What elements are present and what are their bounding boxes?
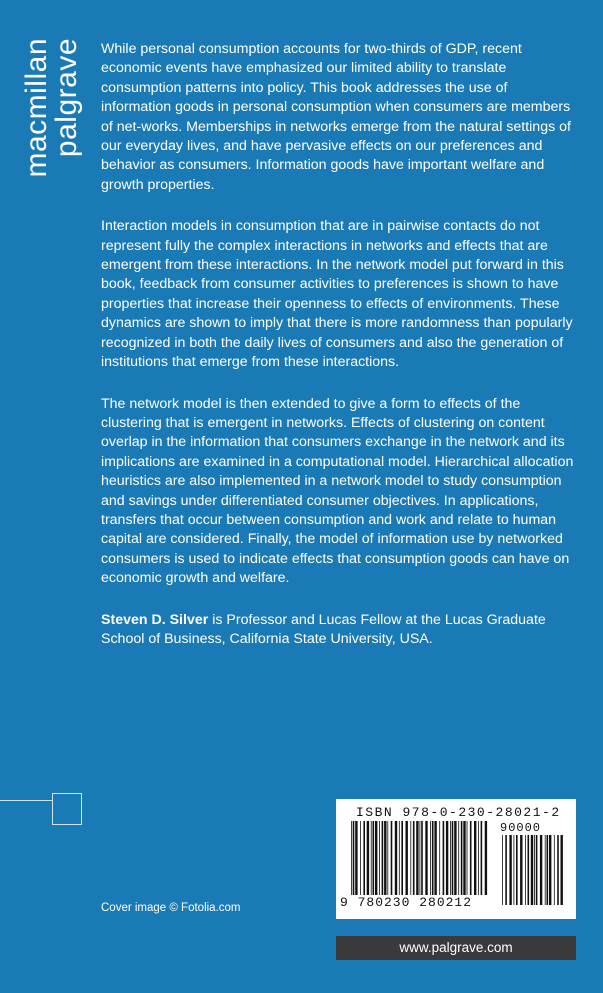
barcode-bar xyxy=(452,821,454,895)
barcode-bar xyxy=(434,821,436,895)
barcode-bar xyxy=(502,835,503,905)
blurb-paragraph-2: Interaction models in consumption that are in pairwise contacts do not represent fully the complex interactions in networks and effects that are emergent from these interactions. In the network model put forward in this book, feedback from consumer activities to preferences is shown to have properties that increase their openness to effects of environments. These dynamics are shown to imply that there is more randomness than popularly recognized in both the daily lives of consumers and also the generation of institutions that emerge from these interactions. xyxy=(101,218,573,371)
barcode-bar xyxy=(525,835,526,905)
barcode-bar xyxy=(443,821,445,895)
barcode-bar xyxy=(382,821,384,895)
barcode-bar xyxy=(384,821,386,895)
barcode-bar xyxy=(531,835,533,905)
price-addon-label: 90000 xyxy=(500,821,542,835)
barcode-bar xyxy=(549,835,551,905)
barcode-bar xyxy=(416,821,418,895)
barcode-bar xyxy=(514,835,515,905)
barcode-bar xyxy=(557,835,559,905)
barcode-bar xyxy=(461,821,463,895)
barcode-bar xyxy=(478,821,479,895)
barcode-bar xyxy=(391,821,393,895)
barcode-bar xyxy=(463,821,465,895)
decorative-rule xyxy=(0,800,52,801)
barcode-bar xyxy=(545,835,546,905)
addon-barcode-bars xyxy=(501,835,563,905)
barcode-bar xyxy=(371,821,372,895)
barcode-bar xyxy=(430,821,431,895)
barcode-bar xyxy=(446,821,448,895)
isbn-label: ISBN 978-0-230-28021-2 xyxy=(356,805,561,820)
barcode-bar xyxy=(395,821,397,895)
isbn-barcode xyxy=(336,799,576,919)
barcode-bar xyxy=(509,835,511,905)
ean-digits: 9 780230 280212 xyxy=(340,895,473,910)
barcode-bar xyxy=(554,835,555,905)
barcode-bar xyxy=(481,821,483,895)
barcode-bar xyxy=(401,821,403,895)
barcode-bar xyxy=(450,821,451,895)
barcode-bar xyxy=(536,835,538,905)
barcode-bar xyxy=(379,821,380,895)
barcode-bar xyxy=(485,821,487,895)
ean-barcode-bars xyxy=(350,821,490,905)
barcode-bar xyxy=(420,821,421,895)
publisher-name-line1: palgrave xyxy=(50,38,83,158)
barcode-bar xyxy=(520,835,522,905)
barcode-bar xyxy=(351,821,352,895)
barcode-bar xyxy=(410,821,411,895)
author-bio xyxy=(101,611,579,650)
barcode-bar xyxy=(439,821,440,895)
barcode-bar xyxy=(355,821,357,895)
blurb-paragraph-3: The network model is then extended to give a form to effects of the clustering that is emergent in networks. Effects of clustering on content overlap in the information that consumers exchange in the network and its implications are examined in a computational model. Hierarchical allocation heuristics are also implemented in a network model to study consumption and savings under differentiated consumer objectives. In applications, transfers that occur between consumption and work and relate to human capital are considered. Finally, the model of information use by networked consumers is used to indicate effects that consumption goods can have on economic growth and welfare. xyxy=(101,395,574,587)
barcode-bar xyxy=(540,835,542,905)
barcode-bar xyxy=(406,821,408,895)
barcode-bar xyxy=(432,821,434,895)
barcode-bar xyxy=(470,821,472,895)
barcode-bar xyxy=(474,821,476,895)
barcode-bar xyxy=(561,835,563,905)
barcode-bar xyxy=(363,821,365,895)
decorative-square xyxy=(52,793,82,825)
publisher-website[interactable]: www.palgrave.com xyxy=(336,936,576,960)
barcode-bar xyxy=(547,835,549,905)
blurb-paragraph-1: While personal consumption accounts for two-thirds of GDP, recent economic events have emphasized our limited ability to translate consumption patterns into policy. This book addresses the use of information goods in personal consumption when consumers are members of net-works. Memberships in networks emerge from the natural settings of our everyday lives, and have pervasive effects on our preferences and behavior as consumers. Information goods have important welfare and growth properties. xyxy=(101,41,571,193)
barcode-bar xyxy=(413,821,415,895)
barcode-bar xyxy=(353,821,355,895)
barcode-bar xyxy=(373,821,375,895)
barcode-bar xyxy=(425,821,427,895)
barcode-bar xyxy=(454,821,456,895)
barcode-bar xyxy=(467,821,468,895)
back-cover-blurb xyxy=(101,40,579,671)
barcode-bar xyxy=(375,821,377,895)
barcode-bar xyxy=(505,835,507,905)
barcode-bar xyxy=(367,821,369,895)
cover-image-credit: Cover image © Fotolia.com xyxy=(101,902,241,914)
publisher-logo xyxy=(18,38,83,188)
barcode-bar xyxy=(387,821,388,895)
barcode-bar xyxy=(528,835,530,905)
author-bio-text: is Professor and Lucas Fellow at the Lucas Graduate School of Business, California State University, USA. xyxy=(101,611,546,647)
barcode-bar xyxy=(421,821,423,895)
barcode-bar xyxy=(516,835,518,905)
barcode-bar xyxy=(399,821,400,895)
publisher-name-line2: macmillan xyxy=(20,38,53,178)
barcode-bar xyxy=(534,835,535,905)
author-name: Steven D. Silver xyxy=(101,611,209,628)
barcode-bar xyxy=(458,821,459,895)
barcode-bar xyxy=(360,821,361,895)
